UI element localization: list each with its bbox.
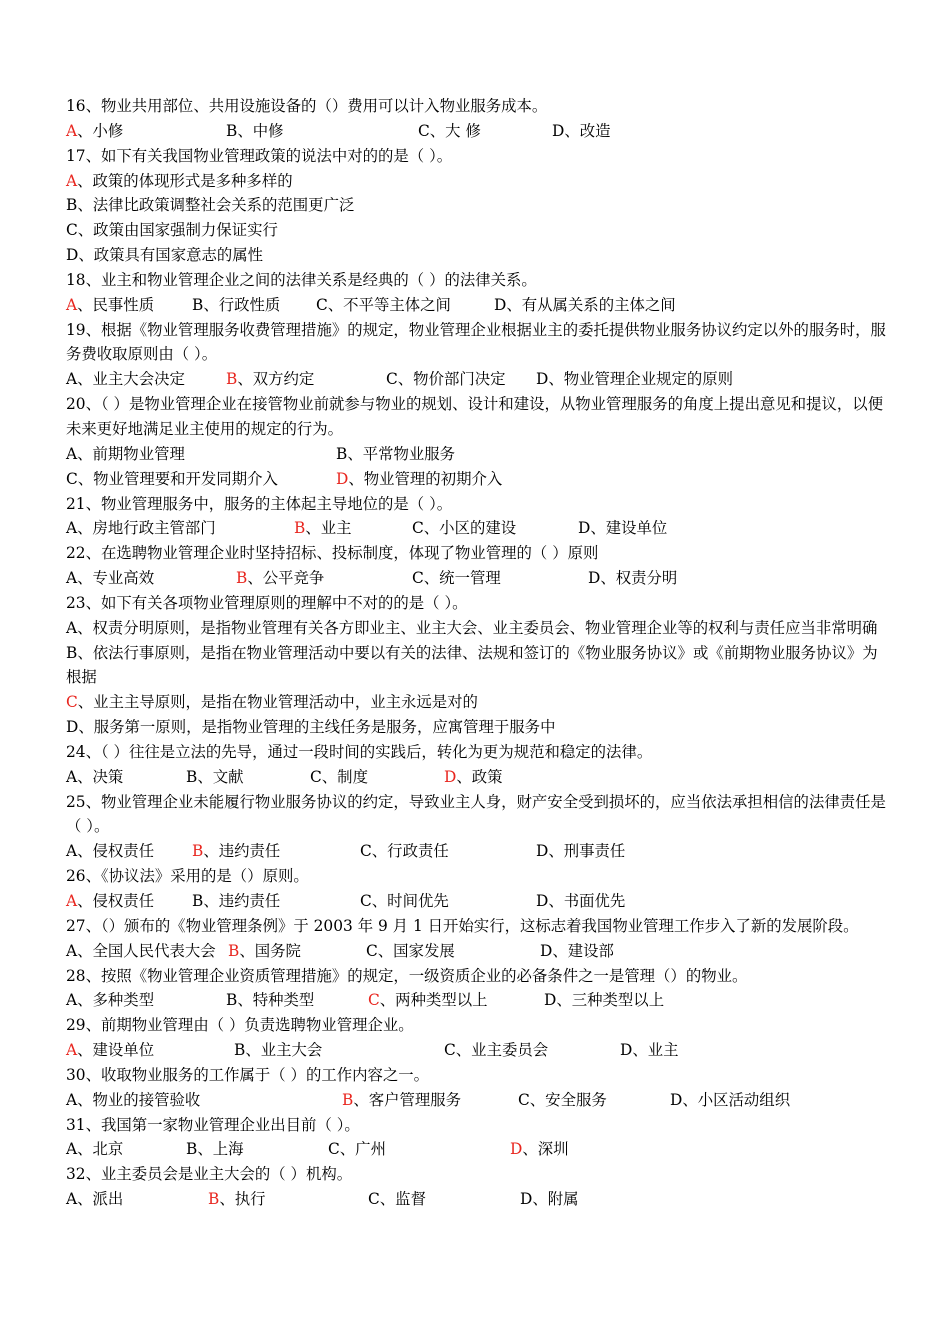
option-item	[192, 293, 280, 318]
option-item	[236, 566, 324, 591]
option-row	[66, 1137, 888, 1162]
option-item	[66, 641, 888, 691]
option-text: 、服务第一原则，是指物业管理的主线任务是服务，应寓管理于服务中	[78, 718, 556, 737]
option-text: 、深圳	[522, 1140, 569, 1159]
option-text: 、专业高效	[77, 569, 155, 588]
option-letter: D	[520, 1190, 533, 1209]
option-letter: B	[66, 196, 78, 215]
answer-letter: A	[66, 121, 78, 140]
answer-letter: D	[336, 469, 349, 488]
option-letter: D	[620, 1041, 633, 1060]
option-letter: C	[360, 842, 372, 861]
option-text: 、物业的接管验收	[77, 1090, 201, 1109]
option-item	[412, 566, 501, 591]
question-label: 24、（ ）往往是立法的先导，通过一段时间的实践后，转化为更为规范和稳定的法律。	[66, 742, 653, 761]
option-row	[66, 218, 888, 243]
option-text: 、小修	[77, 121, 124, 140]
option-text: 、法律比政策调整社会关系的范围更广泛	[77, 196, 355, 215]
option-item	[66, 442, 185, 467]
option-letter: D	[536, 842, 549, 861]
option-row	[66, 690, 888, 715]
option-row	[66, 988, 888, 1013]
option-item	[544, 988, 664, 1013]
option-row	[66, 119, 888, 144]
option-row	[66, 641, 888, 691]
option-text: 、国家发展	[377, 941, 455, 960]
option-text: 、政策的体现形式是多种多样的	[77, 171, 293, 190]
option-row	[66, 1088, 888, 1113]
option-item	[228, 939, 301, 964]
option-item	[66, 839, 154, 864]
option-item	[342, 1088, 461, 1113]
option-item	[66, 1137, 123, 1162]
question-label: 18、业主和物业管理企业之间的法律关系是经典的（ ）的法律关系。	[66, 270, 537, 289]
option-item	[66, 718, 555, 736]
option-item	[66, 1088, 200, 1113]
option-letter: A	[66, 1140, 78, 1159]
option-text: 、三种类型以上	[556, 991, 665, 1010]
option-text: 、客户管理服务	[353, 1090, 462, 1109]
option-text: 、建设单位	[77, 1041, 155, 1060]
option-text: 、民事性质	[77, 295, 155, 314]
option-text: 、中修	[237, 121, 284, 140]
option-item	[366, 939, 455, 964]
option-letter: C	[444, 1041, 456, 1060]
option-text: 、政策由国家强制力保证实行	[77, 221, 278, 240]
option-letter: A	[66, 842, 78, 861]
question-label: 20、（ ）是物业管理企业在接管物业前就参与物业的规划、设计和建设，从物业管理服务的角度上提出意见和提议，以便未来更好地满足业主使用的规定的行为。	[66, 395, 884, 438]
option-text: 、前期物业管理	[77, 444, 185, 463]
option-item	[66, 293, 154, 318]
question-text	[66, 541, 888, 566]
option-text: 、小区的建设	[423, 519, 517, 538]
option-letter: C	[412, 569, 424, 588]
option-item	[520, 1187, 579, 1212]
option-text: 、物业管理企业规定的原则	[548, 370, 734, 389]
question-text	[66, 1013, 888, 1038]
option-item	[66, 765, 123, 790]
option-text: 、建设部	[552, 941, 614, 960]
option-text: 、文献	[197, 767, 244, 786]
option-letter: B	[226, 121, 238, 140]
question-text	[66, 864, 888, 889]
option-item	[368, 1187, 426, 1212]
option-letter: A	[66, 767, 78, 786]
exam-document	[66, 94, 888, 1212]
option-text: 、物价部门决定	[397, 370, 506, 389]
option-text: 、行政责任	[371, 842, 449, 861]
option-letter: C	[386, 370, 398, 389]
option-text: 、监督	[379, 1190, 426, 1209]
option-letter: D	[66, 246, 79, 265]
option-item	[66, 119, 123, 144]
option-item	[444, 765, 503, 790]
option-letter: C	[412, 519, 424, 538]
option-letter: B	[192, 295, 204, 314]
option-item	[328, 1137, 386, 1162]
option-row	[66, 367, 888, 392]
option-item	[444, 1038, 548, 1063]
option-letter: A	[66, 569, 78, 588]
option-letter: D	[540, 941, 553, 960]
option-row	[66, 243, 888, 268]
option-letter: C	[316, 295, 328, 314]
option-item	[66, 367, 185, 392]
question-label: 19、根据《物业管理服务收费管理措施》的规定，物业管理企业根据业主的委托提供物业服务协议约定以外的服务时，服务费收取原则由（ ）。	[66, 320, 886, 364]
answer-letter: B	[208, 1190, 220, 1209]
option-letter: D	[66, 718, 79, 737]
option-item	[536, 839, 625, 864]
option-text: 、附属	[532, 1190, 579, 1209]
answer-letter: D	[510, 1140, 523, 1159]
option-text: 、全国人民代表大会	[77, 941, 216, 960]
answer-letter: A	[66, 892, 78, 910]
option-text: 、制度	[321, 767, 368, 786]
question-label: 21、物业管理服务中，服务的主体起主导地位的是（ ）。	[66, 494, 453, 513]
option-row	[66, 765, 888, 790]
option-item	[226, 367, 314, 392]
option-letter: D	[544, 991, 557, 1010]
option-item	[412, 516, 516, 541]
question-text	[66, 740, 888, 765]
option-item	[66, 616, 888, 641]
option-text: 、时间优先	[371, 892, 449, 910]
option-row	[66, 516, 888, 541]
answer-letter: B	[236, 569, 248, 588]
question-text	[66, 790, 888, 840]
option-text: 、建设单位	[590, 519, 668, 538]
option-text: 、大 修	[429, 121, 481, 140]
answer-letter: A	[66, 295, 78, 314]
option-text: 、物业管理的初期介入	[348, 469, 503, 488]
option-item	[234, 1038, 322, 1063]
option-letter: D	[578, 519, 591, 538]
option-text: 、侵权责任	[77, 892, 155, 910]
option-letter: A	[66, 941, 78, 960]
option-letter: C	[418, 121, 430, 140]
question-label: 32、业主委员会是业主大会的（ ）机构。	[66, 1165, 353, 1184]
option-item	[494, 293, 676, 318]
option-item	[66, 516, 216, 541]
option-text: 、有从属关系的主体之间	[506, 295, 676, 314]
option-letter: B	[66, 643, 78, 662]
option-letter: A	[66, 519, 78, 538]
question-text	[66, 914, 888, 939]
answer-letter: A	[66, 171, 78, 190]
option-text: 、执行	[219, 1190, 266, 1209]
question-text	[66, 492, 888, 517]
option-item	[66, 693, 478, 711]
option-text: 、公平竞争	[247, 569, 325, 588]
answer-letter: B	[294, 519, 306, 538]
option-item	[66, 1038, 154, 1063]
option-row	[66, 839, 888, 864]
answer-letter: B	[228, 941, 240, 960]
question-text	[66, 94, 888, 119]
option-letter: C	[518, 1090, 530, 1109]
option-letter: A	[66, 991, 78, 1010]
option-letter: C	[366, 941, 378, 960]
option-item	[368, 988, 488, 1013]
option-letter: C	[66, 469, 78, 488]
option-text: 、政策具有国家意志的属性	[78, 246, 264, 265]
option-letter: C	[310, 767, 322, 786]
option-text: 、业主委员会	[455, 1041, 549, 1060]
question-label: 31、我国第一家物业管理企业出目前（ ）。	[66, 1115, 360, 1134]
option-text: 、业主大会	[245, 1041, 323, 1060]
option-row	[66, 566, 888, 591]
option-letter: D	[536, 892, 549, 910]
option-letter: B	[336, 444, 348, 463]
option-letter: B	[192, 892, 204, 910]
option-text: 、依法行事原则，是指在物业管理活动中要以有关的法律、法规和签订的《物业服务协议》或《前期物业服务协议》为根据	[66, 643, 878, 687]
option-letter: C	[66, 221, 78, 240]
option-text: 、广州	[339, 1140, 386, 1159]
option-letter: A	[66, 370, 78, 389]
option-item	[336, 467, 502, 492]
option-row	[66, 939, 888, 964]
option-text: 、多种类型	[77, 991, 155, 1010]
option-text: 、书面优先	[548, 892, 626, 910]
question-text	[66, 591, 888, 616]
option-row	[66, 169, 888, 194]
question-text	[66, 392, 888, 442]
option-text: 、权责分明	[600, 569, 678, 588]
option-row	[66, 889, 888, 914]
question-label: 26、《协议法》采用的是（）原则。	[66, 867, 309, 886]
option-item	[386, 367, 506, 392]
option-item	[510, 1137, 569, 1162]
option-row	[66, 616, 888, 641]
option-letter: A	[66, 1190, 78, 1209]
option-item	[360, 889, 449, 914]
option-item	[66, 172, 293, 190]
option-item	[540, 939, 614, 964]
answer-letter: C	[66, 693, 78, 712]
option-item	[294, 516, 352, 541]
question-label: 23、如下有关各项物业管理原则的理解中不对的的是（ ）。	[66, 593, 468, 612]
option-item	[536, 889, 625, 914]
option-text: 、刑事责任	[548, 842, 626, 861]
option-letter: D	[552, 121, 565, 140]
option-item	[192, 889, 280, 914]
option-text: 、小区活动组织	[682, 1090, 791, 1109]
option-text: 、特种类型	[237, 991, 315, 1010]
option-text: 、权责分明原则，是指物业管理有关各方即业主、业主大会、业主委员会、物业管理企业等的权利与责任应当非常明确	[77, 618, 878, 637]
option-text: 、业主	[632, 1041, 679, 1060]
option-text: 、行政性质	[203, 295, 281, 314]
option-text: 、改造	[564, 121, 611, 140]
option-text: 、不平等主体之间	[327, 295, 451, 314]
question-label: 16、物业共用部位、共用设施设备的（）费用可以计入物业服务成本。	[66, 97, 548, 115]
option-text: 、房地行政主管部门	[77, 519, 216, 538]
option-item	[186, 765, 244, 790]
option-text: 、违约责任	[203, 842, 281, 861]
option-text: 、统一管理	[423, 569, 501, 588]
question-label: 29、前期物业管理由（ ）负责选聘物业管理企业。	[66, 1016, 414, 1035]
option-text: 、违约责任	[203, 892, 281, 910]
option-letter: C	[360, 892, 372, 910]
answer-letter: B	[226, 370, 238, 389]
option-letter: D	[588, 569, 601, 588]
question-label: 22、在选聘物业管理企业时坚持招标、投标制度，体现了物业管理的（ ）原则	[66, 544, 599, 563]
option-text: 、平常物业服务	[347, 444, 456, 463]
option-letter: A	[66, 444, 78, 463]
option-item	[66, 889, 154, 914]
option-item	[208, 1187, 266, 1212]
option-text: 、侵权责任	[77, 842, 155, 861]
answer-letter: B	[192, 842, 204, 861]
option-text: 、上海	[197, 1140, 244, 1159]
option-letter: A	[66, 1090, 78, 1109]
option-item	[66, 196, 354, 214]
question-text	[66, 1162, 888, 1187]
option-row	[66, 193, 888, 218]
option-item	[66, 246, 263, 264]
option-item	[578, 516, 667, 541]
answer-letter: D	[444, 767, 457, 786]
option-item	[620, 1038, 679, 1063]
option-letter: D	[670, 1090, 683, 1109]
option-item	[66, 221, 278, 239]
option-item	[360, 839, 449, 864]
answer-letter: C	[368, 991, 380, 1010]
option-text: 、政策	[456, 767, 503, 786]
option-item	[66, 939, 216, 964]
option-row	[66, 1187, 888, 1212]
option-row	[66, 1038, 888, 1063]
option-text: 、两种类型以上	[379, 991, 488, 1010]
option-text: 、业主	[305, 519, 352, 538]
question-label: 28、按照《物业管理企业资质管理措施》的规定，一级资质企业的必备条件之一是管理（）的物业。	[66, 966, 748, 985]
question-label: 30、收取物业服务的工作属于（ ）的工作内容之一。	[66, 1065, 430, 1084]
option-letter: B	[186, 1140, 198, 1159]
option-row	[66, 715, 888, 740]
option-letter: C	[368, 1190, 380, 1209]
option-item	[552, 119, 611, 144]
option-text: 、安全服务	[529, 1090, 607, 1109]
option-item	[66, 467, 278, 492]
option-text: 、北京	[77, 1140, 124, 1159]
question-text	[66, 964, 888, 989]
option-item	[226, 988, 314, 1013]
question-text	[66, 268, 888, 293]
option-item	[66, 566, 154, 591]
option-item	[536, 367, 733, 392]
option-text: 、业主主导原则，是指在物业管理活动中，业主永远是对的	[77, 693, 478, 712]
option-item	[186, 1137, 244, 1162]
option-letter: B	[186, 767, 198, 786]
option-text: 、国务院	[239, 941, 301, 960]
option-letter: A	[66, 618, 78, 637]
option-letter: B	[226, 991, 238, 1010]
question-label: 27、（）颁布的《物业管理条例》于 2003 年 9 月 1 日开始实行，这标志着我国物业管理工作步入了新的发展阶段。	[66, 916, 859, 935]
option-text: 、业主大会决定	[77, 370, 185, 389]
option-item	[192, 839, 280, 864]
question-text	[66, 1063, 888, 1088]
option-item	[670, 1088, 790, 1113]
option-letter: B	[234, 1041, 246, 1060]
option-item	[518, 1088, 607, 1113]
option-item	[316, 293, 451, 318]
option-letter: C	[328, 1140, 340, 1159]
option-item	[66, 988, 154, 1013]
option-row	[66, 467, 888, 492]
option-text: 、决策	[77, 767, 124, 786]
option-letter: D	[494, 295, 507, 314]
option-row	[66, 442, 888, 467]
option-item	[310, 765, 368, 790]
option-item	[336, 442, 455, 467]
option-text: 、物业管理要和开发同期介入	[77, 469, 278, 488]
answer-letter: A	[66, 1041, 78, 1060]
option-item	[66, 1187, 123, 1212]
question-label: 17、如下有关我国物业管理政策的说法中对的的是（ ）。	[66, 146, 453, 165]
question-text	[66, 1113, 888, 1138]
option-row	[66, 293, 888, 318]
answer-letter: B	[342, 1090, 354, 1109]
option-item	[418, 119, 481, 144]
option-letter: D	[536, 370, 549, 389]
option-text: 、双方约定	[237, 370, 315, 389]
question-text	[66, 318, 888, 368]
question-text	[66, 144, 888, 169]
option-item	[226, 119, 284, 144]
option-item	[588, 566, 677, 591]
question-label: 25、物业管理企业未能履行物业服务协议的约定，导致业主人身，财产安全受到损坏的，应当依法承担相信的法律责任是（ ）。	[66, 792, 886, 836]
option-text: 、派出	[77, 1190, 124, 1209]
